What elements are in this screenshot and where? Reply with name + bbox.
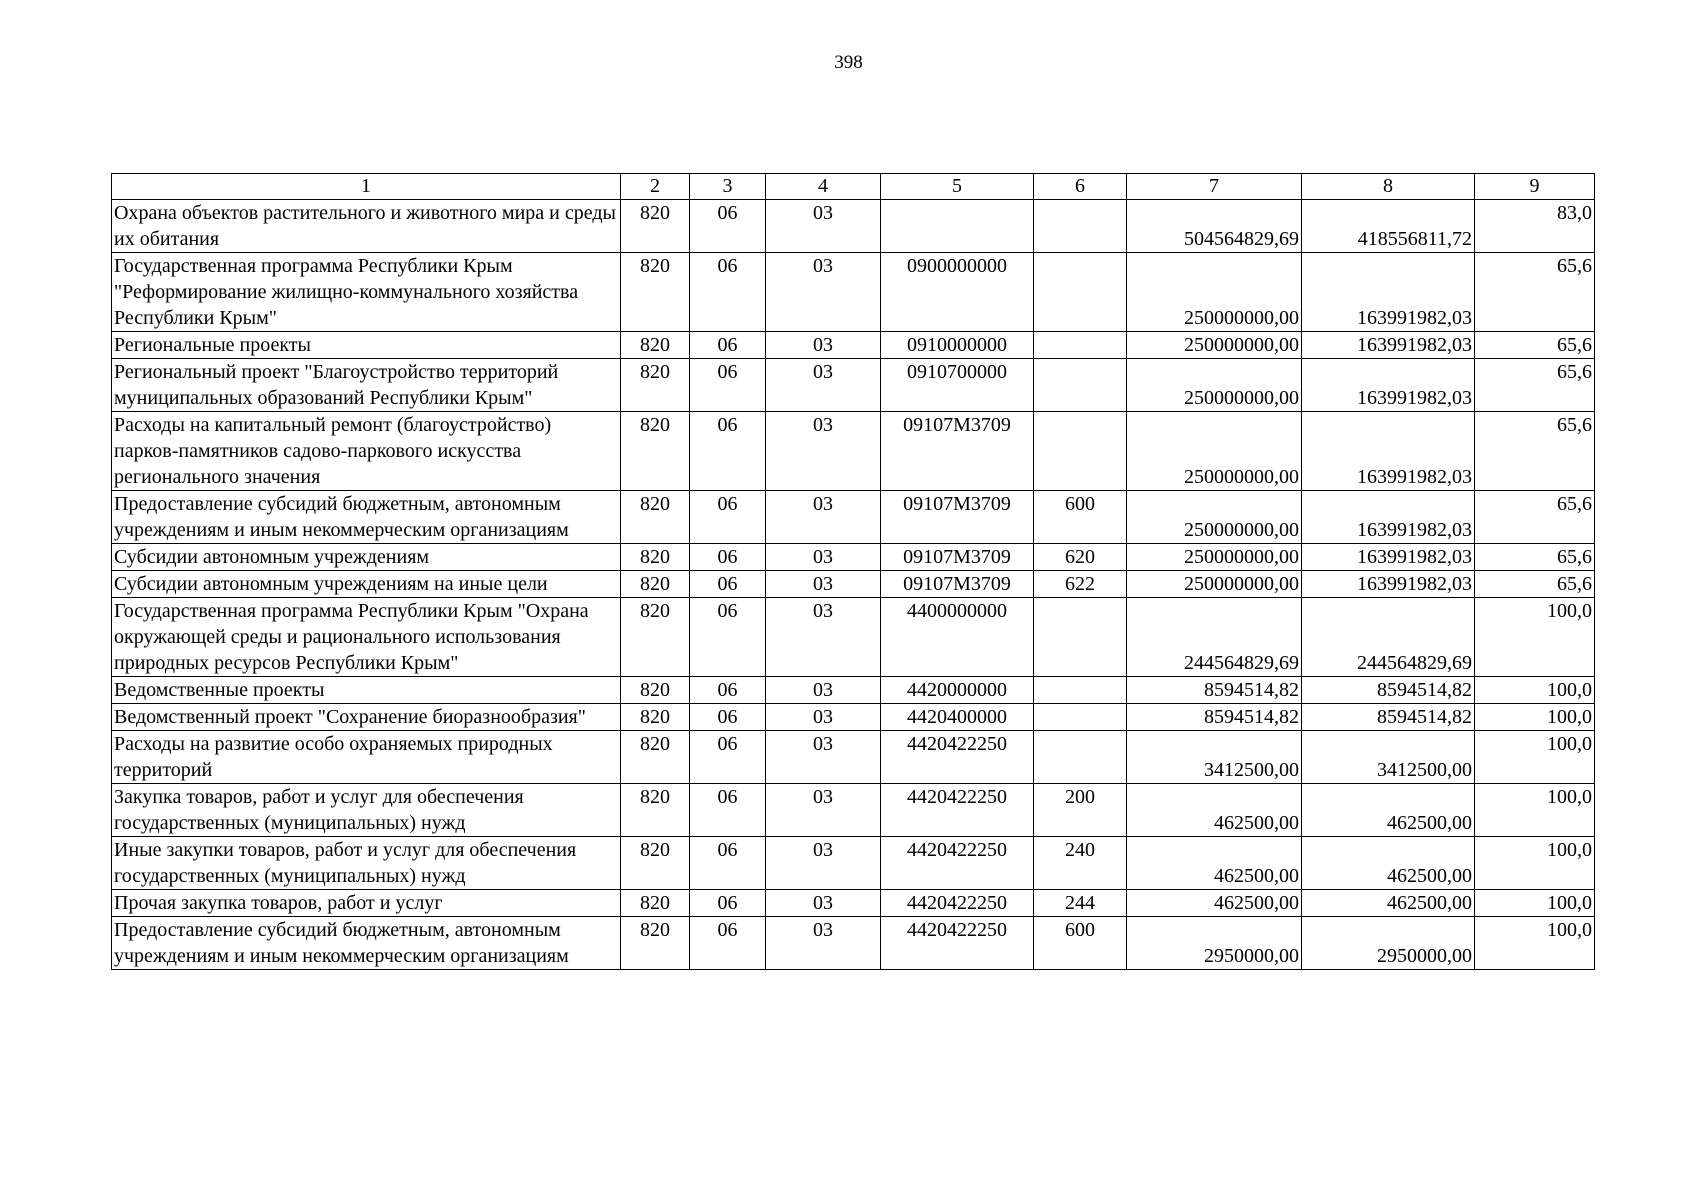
row-description: Прочая закупка товаров, работ и услуг — [112, 890, 621, 917]
row-percent-executed: 65,6 — [1475, 491, 1595, 544]
row-percent-executed: 100,0 — [1475, 731, 1595, 784]
row-description: Иные закупки товаров, работ и услуг для обеспечения государственных (муниципальных) нужд — [112, 837, 621, 890]
row-percent-executed: 65,6 — [1475, 571, 1595, 598]
row-code-expense-type — [1034, 200, 1127, 253]
row-code-expense-type — [1034, 598, 1127, 677]
column-header: 8 — [1302, 174, 1475, 200]
budget-table — [111, 173, 1595, 970]
table-row — [112, 890, 1595, 917]
row-amount-executed: 8594514,82 — [1302, 677, 1475, 704]
row-description: Охрана объектов растительного и животного мира и среды их обитания — [112, 200, 621, 253]
row-code-subsection: 03 — [766, 784, 881, 837]
row-code-admin: 820 — [621, 253, 690, 332]
row-code-expense-type — [1034, 704, 1127, 731]
row-code-section: 06 — [690, 359, 766, 412]
row-code-admin: 820 — [621, 571, 690, 598]
table-row — [112, 491, 1595, 544]
row-amount-executed: 163991982,03 — [1302, 332, 1475, 359]
row-amount-executed: 3412500,00 — [1302, 731, 1475, 784]
row-code-expense-type — [1034, 359, 1127, 412]
column-header: 3 — [690, 174, 766, 200]
row-amount-planned: 462500,00 — [1127, 890, 1302, 917]
row-code-target: 4420400000 — [881, 704, 1034, 731]
row-code-section: 06 — [690, 253, 766, 332]
row-description: Расходы на капитальный ремонт (благоустройство) парков-памятников садово-паркового искусства регионального значения — [112, 412, 621, 491]
table-row — [112, 200, 1595, 253]
row-code-expense-type: 600 — [1034, 491, 1127, 544]
row-code-subsection: 03 — [766, 598, 881, 677]
row-amount-executed: 163991982,03 — [1302, 359, 1475, 412]
row-amount-planned: 8594514,82 — [1127, 704, 1302, 731]
row-code-expense-type: 600 — [1034, 917, 1127, 970]
row-percent-executed: 65,6 — [1475, 544, 1595, 571]
row-code-admin: 820 — [621, 890, 690, 917]
row-code-target: 0910700000 — [881, 359, 1034, 412]
row-amount-planned: 250000000,00 — [1127, 544, 1302, 571]
row-code-admin: 820 — [621, 332, 690, 359]
row-percent-executed: 65,6 — [1475, 412, 1595, 491]
row-code-subsection: 03 — [766, 837, 881, 890]
row-code-target: 4420422250 — [881, 917, 1034, 970]
column-number-header — [112, 174, 1595, 200]
row-code-target: 09107М3709 — [881, 491, 1034, 544]
row-percent-executed: 100,0 — [1475, 837, 1595, 890]
row-description: Ведомственные проекты — [112, 677, 621, 704]
row-amount-executed: 163991982,03 — [1302, 571, 1475, 598]
table-row — [112, 677, 1595, 704]
row-code-subsection: 03 — [766, 359, 881, 412]
row-code-admin: 820 — [621, 491, 690, 544]
row-code-section: 06 — [690, 890, 766, 917]
row-code-section: 06 — [690, 917, 766, 970]
row-description: Закупка товаров, работ и услуг для обеспечения государственных (муниципальных) нужд — [112, 784, 621, 837]
row-amount-planned: 504564829,69 — [1127, 200, 1302, 253]
table-row — [112, 731, 1595, 784]
row-code-section: 06 — [690, 332, 766, 359]
row-description: Субсидии автономным учреждениям — [112, 544, 621, 571]
row-description: Региональные проекты — [112, 332, 621, 359]
row-code-target: 0900000000 — [881, 253, 1034, 332]
row-code-admin: 820 — [621, 200, 690, 253]
row-code-section: 06 — [690, 731, 766, 784]
column-header: 2 — [621, 174, 690, 200]
row-percent-executed: 100,0 — [1475, 890, 1595, 917]
table-row — [112, 837, 1595, 890]
row-amount-planned: 3412500,00 — [1127, 731, 1302, 784]
column-header: 1 — [112, 174, 621, 200]
row-percent-executed: 100,0 — [1475, 677, 1595, 704]
row-amount-executed: 163991982,03 — [1302, 491, 1475, 544]
table-row — [112, 571, 1595, 598]
table-row — [112, 704, 1595, 731]
row-code-expense-type: 622 — [1034, 571, 1127, 598]
row-description: Предоставление субсидий бюджетным, автономным учреждениям и иным некоммерческим организациям — [112, 491, 621, 544]
row-code-admin: 820 — [621, 917, 690, 970]
row-code-subsection: 03 — [766, 731, 881, 784]
row-amount-executed: 418556811,72 — [1302, 200, 1475, 253]
table-row — [112, 412, 1595, 491]
row-code-target — [881, 200, 1034, 253]
row-amount-planned: 244564829,69 — [1127, 598, 1302, 677]
row-code-subsection: 03 — [766, 704, 881, 731]
row-code-admin: 820 — [621, 544, 690, 571]
column-header: 7 — [1127, 174, 1302, 200]
column-header: 5 — [881, 174, 1034, 200]
row-code-admin: 820 — [621, 704, 690, 731]
row-code-section: 06 — [690, 200, 766, 253]
row-code-section: 06 — [690, 571, 766, 598]
row-description: Ведомственный проект "Сохранение биоразнообразия" — [112, 704, 621, 731]
row-code-admin: 820 — [621, 359, 690, 412]
row-code-expense-type — [1034, 332, 1127, 359]
table-row — [112, 917, 1595, 970]
row-amount-planned: 462500,00 — [1127, 784, 1302, 837]
row-amount-planned: 250000000,00 — [1127, 359, 1302, 412]
table-row — [112, 784, 1595, 837]
row-code-section: 06 — [690, 837, 766, 890]
row-code-target: 09107М3709 — [881, 412, 1034, 491]
row-percent-executed: 65,6 — [1475, 332, 1595, 359]
row-amount-planned: 8594514,82 — [1127, 677, 1302, 704]
row-code-expense-type — [1034, 677, 1127, 704]
row-code-section: 06 — [690, 784, 766, 837]
row-amount-executed: 244564829,69 — [1302, 598, 1475, 677]
row-percent-executed: 83,0 — [1475, 200, 1595, 253]
row-description: Государственная программа Республики Крым "Охрана окружающей среды и рационального использования природных ресурсов Республики Крым" — [112, 598, 621, 677]
row-code-subsection: 03 — [766, 253, 881, 332]
column-header: 4 — [766, 174, 881, 200]
row-code-target: 09107М3709 — [881, 571, 1034, 598]
column-header: 6 — [1034, 174, 1127, 200]
row-amount-planned: 250000000,00 — [1127, 332, 1302, 359]
row-description: Государственная программа Республики Крым "Реформирование жилищно-коммунального хозяйства Республики Крым" — [112, 253, 621, 332]
row-amount-executed: 163991982,03 — [1302, 253, 1475, 332]
row-amount-executed: 2950000,00 — [1302, 917, 1475, 970]
row-code-target: 4420000000 — [881, 677, 1034, 704]
row-amount-planned: 2950000,00 — [1127, 917, 1302, 970]
row-code-section: 06 — [690, 491, 766, 544]
row-code-section: 06 — [690, 677, 766, 704]
table-row — [112, 544, 1595, 571]
row-amount-planned: 250000000,00 — [1127, 412, 1302, 491]
row-code-subsection: 03 — [766, 544, 881, 571]
row-amount-planned: 250000000,00 — [1127, 571, 1302, 598]
row-amount-planned: 250000000,00 — [1127, 491, 1302, 544]
row-code-target: 0910000000 — [881, 332, 1034, 359]
row-code-expense-type: 244 — [1034, 890, 1127, 917]
row-code-expense-type — [1034, 253, 1127, 332]
row-percent-executed: 65,6 — [1475, 253, 1595, 332]
row-code-admin: 820 — [621, 412, 690, 491]
row-amount-executed: 8594514,82 — [1302, 704, 1475, 731]
row-amount-executed: 163991982,03 — [1302, 544, 1475, 571]
row-percent-executed: 100,0 — [1475, 917, 1595, 970]
row-code-subsection: 03 — [766, 677, 881, 704]
row-code-subsection: 03 — [766, 200, 881, 253]
row-code-section: 06 — [690, 544, 766, 571]
row-code-target: 4400000000 — [881, 598, 1034, 677]
row-code-admin: 820 — [621, 837, 690, 890]
table-row — [112, 332, 1595, 359]
row-amount-executed: 163991982,03 — [1302, 412, 1475, 491]
table-row — [112, 253, 1595, 332]
row-percent-executed: 100,0 — [1475, 598, 1595, 677]
row-description: Предоставление субсидий бюджетным, автономным учреждениям и иным некоммерческим организациям — [112, 917, 621, 970]
row-amount-executed: 462500,00 — [1302, 837, 1475, 890]
row-code-target: 09107М3709 — [881, 544, 1034, 571]
column-header: 9 — [1475, 174, 1595, 200]
row-code-target: 4420422250 — [881, 784, 1034, 837]
table-body — [112, 174, 1595, 970]
row-code-expense-type — [1034, 412, 1127, 491]
row-code-target: 4420422250 — [881, 890, 1034, 917]
row-code-target: 4420422250 — [881, 837, 1034, 890]
row-amount-planned: 250000000,00 — [1127, 253, 1302, 332]
row-code-admin: 820 — [621, 731, 690, 784]
row-code-admin: 820 — [621, 677, 690, 704]
row-amount-planned: 462500,00 — [1127, 837, 1302, 890]
row-description: Субсидии автономным учреждениям на иные цели — [112, 571, 621, 598]
row-code-admin: 820 — [621, 598, 690, 677]
row-code-expense-type: 240 — [1034, 837, 1127, 890]
row-code-expense-type: 200 — [1034, 784, 1127, 837]
row-code-subsection: 03 — [766, 332, 881, 359]
row-description: Расходы на развитие особо охраняемых природных территорий — [112, 731, 621, 784]
row-code-subsection: 03 — [766, 917, 881, 970]
row-percent-executed: 100,0 — [1475, 784, 1595, 837]
row-code-admin: 820 — [621, 784, 690, 837]
row-code-section: 06 — [690, 704, 766, 731]
row-code-target: 4420422250 — [881, 731, 1034, 784]
row-code-subsection: 03 — [766, 571, 881, 598]
row-description: Региональный проект "Благоустройство территорий муниципальных образований Республики Крым" — [112, 359, 621, 412]
row-amount-executed: 462500,00 — [1302, 890, 1475, 917]
row-percent-executed: 65,6 — [1475, 359, 1595, 412]
row-code-subsection: 03 — [766, 890, 881, 917]
row-code-section: 06 — [690, 598, 766, 677]
row-percent-executed: 100,0 — [1475, 704, 1595, 731]
row-code-subsection: 03 — [766, 491, 881, 544]
row-code-section: 06 — [690, 412, 766, 491]
row-code-expense-type: 620 — [1034, 544, 1127, 571]
row-code-expense-type — [1034, 731, 1127, 784]
page-number: 398 — [834, 52, 863, 73]
row-amount-executed: 462500,00 — [1302, 784, 1475, 837]
row-code-subsection: 03 — [766, 412, 881, 491]
table-row — [112, 359, 1595, 412]
table-row — [112, 598, 1595, 677]
